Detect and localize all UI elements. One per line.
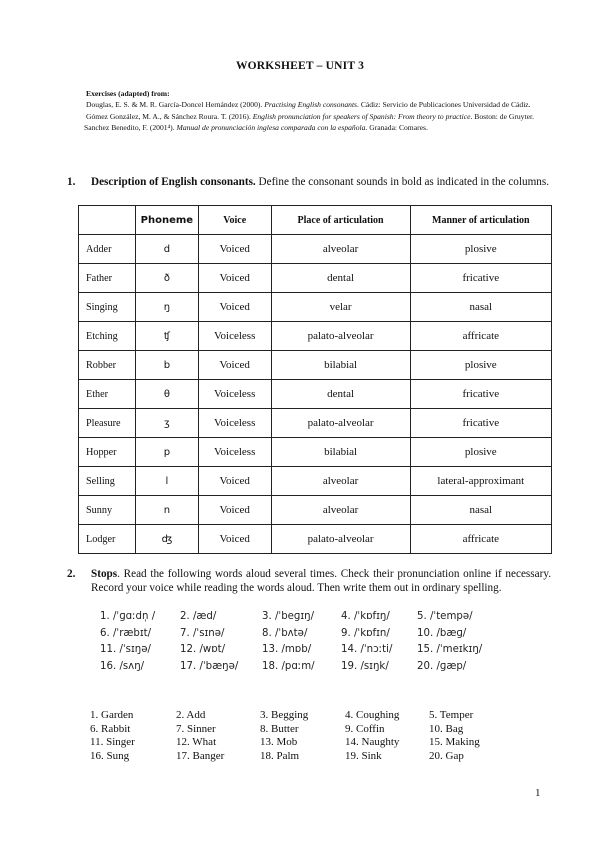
page-title: WORKSHEET – UNIT 3	[235, 60, 365, 72]
table-row	[79, 235, 552, 264]
voice-cell: Voiced	[198, 525, 271, 554]
phoneme-cell: ʒ	[135, 409, 198, 438]
table-row	[79, 409, 552, 438]
voice-cell: Voiced	[198, 496, 271, 525]
place-cell: palato-alveolar	[271, 409, 410, 438]
references	[86, 88, 566, 133]
table-row	[79, 467, 552, 496]
section-heading: Stops	[91, 568, 118, 580]
page-number: 1	[535, 787, 541, 799]
word-cell: Adder	[79, 235, 136, 264]
table-row	[79, 438, 552, 467]
ipa-item: 12. /wɒt/	[180, 644, 226, 655]
word-cell: Ether	[79, 380, 136, 409]
consonants-table	[78, 205, 552, 554]
voice-cell: Voiced	[198, 264, 271, 293]
ipa-row	[100, 628, 500, 645]
ipa-item: 5. /ˈtempə/	[417, 611, 473, 622]
ipa-row	[100, 644, 500, 661]
place-cell: palato-alveolar	[271, 525, 410, 554]
section-instruction: . Read the following words aloud several times. Check their pronunciation online if necessary. Record your voice while reading the words aloud. Then write them out in ordinary spelling.	[91, 568, 551, 594]
word-cell: Hopper	[79, 438, 136, 467]
ipa-item: 10. /bæɡ/	[417, 627, 467, 639]
phoneme-cell: d	[135, 235, 198, 264]
voice-cell: Voiceless	[198, 409, 271, 438]
ipa-item: 18. /pɑːm/	[262, 660, 315, 672]
answer-item: 9. Coffin	[345, 722, 385, 735]
answer-item: 1. Garden	[90, 709, 134, 721]
place-cell: alveolar	[271, 235, 410, 264]
place-cell: alveolar	[271, 467, 410, 496]
answer-item: 17. Banger	[176, 749, 225, 762]
ipa-item: 11. /ˈsɪŋə/	[100, 644, 151, 655]
manner-cell: affricate	[410, 322, 551, 351]
phoneme-cell: ʤ	[135, 525, 198, 554]
answer-item: 12. What	[176, 736, 217, 748]
column-header	[79, 206, 136, 235]
ipa-row	[100, 661, 500, 678]
manner-cell: nasal	[410, 496, 551, 525]
reference-item: Sanchez Benedito, F. (2001⁴). Manual de pronunciación inglesa comparada con la española. Granada: Comares.	[84, 122, 428, 132]
answer-item: 14. Naughty	[345, 736, 400, 748]
table-row	[79, 351, 552, 380]
word-cell: Etching	[79, 322, 136, 351]
ipa-item: 1. /ˈɡɑːdn̩ /	[100, 611, 156, 622]
answer-item: 18. Palm	[260, 749, 300, 762]
reference-item: Douglas, E. S. & M. R. García-Doncel Hernández (2000). Practising English consonants. Cádiz: Servicio de Publicaciones Universidad de Cádiz.	[86, 100, 531, 110]
manner-cell: affricate	[410, 525, 551, 554]
answer-item: 5. Temper	[429, 709, 474, 721]
ipa-item: 19. /sɪŋk/	[341, 660, 389, 672]
phoneme-cell: θ	[135, 380, 198, 409]
place-cell: dental	[271, 264, 410, 293]
table-row	[79, 322, 552, 351]
voice-cell: Voiceless	[198, 438, 271, 467]
phoneme-cell: ð	[135, 264, 198, 293]
answer-item: 6. Rabbit	[90, 722, 131, 735]
table-row	[79, 496, 552, 525]
table-row	[79, 525, 552, 554]
manner-cell: plosive	[410, 351, 551, 380]
manner-cell: nasal	[410, 293, 551, 322]
answer-item: 3. Begging	[260, 709, 309, 721]
ipa-item: 6. /ˈræbɪt/	[100, 627, 152, 639]
answer-row	[90, 723, 530, 737]
references-heading: Exercises (adapted) from:	[86, 89, 170, 98]
ipa-item: 17. /ˈbæŋə/	[180, 660, 239, 672]
voice-cell: Voiceless	[198, 380, 271, 409]
ipa-item: 3. /ˈbeɡɪŋ/	[262, 611, 315, 622]
answer-item: 4. Coughing	[345, 709, 400, 721]
ipa-item: 16. /sʌŋ/	[100, 660, 145, 672]
place-cell: palato-alveolar	[271, 322, 410, 351]
word-cell: Robber	[79, 351, 136, 380]
phoneme-cell: ʧ	[135, 322, 198, 351]
section-1-instructions	[67, 175, 553, 189]
section-heading: Description of English consonants.	[91, 176, 256, 188]
column-header: Place of articulation	[271, 206, 410, 235]
manner-cell: plosive	[410, 235, 551, 264]
table-header-row	[79, 206, 552, 235]
place-cell: velar	[271, 293, 410, 322]
word-cell: Sunny	[79, 496, 136, 525]
answer-item: 15. Making	[429, 736, 480, 748]
manner-cell: plosive	[410, 438, 551, 467]
answer-item: 13. Mob	[260, 736, 298, 748]
manner-cell: fricative	[410, 264, 551, 293]
phoneme-cell: n	[135, 496, 198, 525]
section-number: 2.	[67, 568, 76, 580]
answer-row	[90, 750, 530, 764]
place-cell: bilabial	[271, 438, 410, 467]
manner-cell: fricative	[410, 380, 551, 409]
voice-cell: Voiced	[198, 235, 271, 264]
answer-item: 10. Bag	[429, 722, 464, 735]
column-header: Voice	[198, 206, 271, 235]
answer-item: 2. Add	[176, 709, 206, 721]
place-cell: alveolar	[271, 496, 410, 525]
ipa-item: 4. /ˈkɒfɪŋ/	[341, 611, 390, 622]
voice-cell: Voiced	[198, 351, 271, 380]
column-header: Manner of articulation	[410, 206, 551, 235]
answer-row	[90, 736, 530, 750]
place-cell: dental	[271, 380, 410, 409]
ipa-item: 13. /mɒb/	[262, 644, 312, 655]
section-2-instructions	[67, 567, 551, 595]
table-row	[79, 380, 552, 409]
section-number: 1.	[67, 176, 76, 188]
voice-cell: Voiced	[198, 293, 271, 322]
word-cell: Father	[79, 264, 136, 293]
table-row	[79, 293, 552, 322]
table-row	[79, 264, 552, 293]
section-instruction: Define the consonant sounds in bold as indicated in the columns.	[255, 176, 550, 188]
answer-item: 19. Sink	[345, 749, 382, 762]
answer-item: 16. Sung	[90, 749, 130, 762]
voice-cell: Voiced	[198, 467, 271, 496]
phoneme-cell: l	[135, 467, 198, 496]
ipa-item: 8. /ˈbʌtə/	[262, 627, 308, 639]
reference-item: Gómez González, M. A., & Sánchez Roura. T. (2016). English pronunciation for speakers of Spanish: From theory to practice. Boston: de Gruyter.	[86, 111, 534, 121]
answer-row	[90, 709, 530, 723]
answer-item: 11. Singer	[90, 736, 135, 748]
answer-item: 20. Gap	[429, 749, 464, 762]
ipa-item: 2. /æd/	[180, 611, 217, 622]
phoneme-cell: p	[135, 438, 198, 467]
word-cell: Pleasure	[79, 409, 136, 438]
word-cell: Lodger	[79, 525, 136, 554]
ipa-item: 20. /ɡæp/	[417, 660, 467, 672]
ipa-item: 15. /ˈmeɪkɪŋ/	[417, 644, 483, 655]
answer-item: 7. Sinner	[176, 722, 216, 735]
phoneme-cell: b	[135, 351, 198, 380]
word-cell: Selling	[79, 467, 136, 496]
ipa-row	[100, 611, 500, 628]
ipa-item: 7. /ˈsɪnə/	[180, 627, 225, 639]
ipa-word-list	[100, 611, 500, 677]
manner-cell: lateral-approximant	[410, 467, 551, 496]
ipa-item: 9. /ˈkɒfɪn/	[341, 627, 390, 639]
answer-item: 8. Butter	[260, 722, 299, 735]
voice-cell: Voiceless	[198, 322, 271, 351]
place-cell: bilabial	[271, 351, 410, 380]
manner-cell: fricative	[410, 409, 551, 438]
ipa-item: 14. /ˈnɔːti/	[341, 644, 393, 655]
phoneme-cell: ŋ	[135, 293, 198, 322]
column-header: Phoneme	[135, 206, 198, 235]
answer-list	[90, 709, 530, 763]
word-cell: Singing	[79, 293, 136, 322]
